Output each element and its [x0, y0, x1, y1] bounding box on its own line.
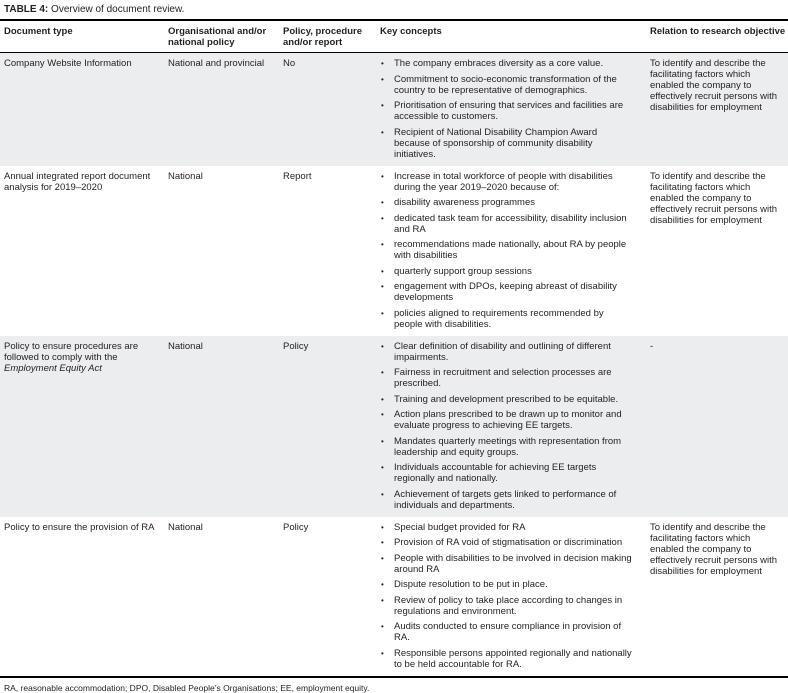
- bullet-icon: •: [381, 368, 384, 377]
- key-concept-text: Review of policy to take place according to changes in regulations and environment.: [394, 594, 623, 617]
- bullet-icon: •: [381, 489, 384, 499]
- key-concept-text: Responsible persons appointed regionally and nationally to be held accountable for RA.: [394, 647, 632, 670]
- org-policy-cell: National: [168, 521, 203, 533]
- key-concept-text: Achievement of targets gets linked to performance of individuals and departments.: [394, 488, 617, 511]
- key-concept-item: [380, 579, 634, 590]
- bullet-icon: •: [381, 341, 384, 351]
- bullet-icon: •: [381, 74, 384, 84]
- org-policy-cell: National: [168, 340, 203, 352]
- relation-cell: To identify and describe the facilitating factors which enabled the company to effectively recruit persons with disabilities for employment: [650, 521, 778, 577]
- key-concept-item: [380, 281, 634, 303]
- bullet-icon: •: [381, 101, 384, 110]
- bullet-icon: •: [381, 198, 384, 207]
- key-concept-text: recommendations made nationally, about RA by people with disabilities: [394, 239, 627, 261]
- bullet-icon: •: [381, 463, 384, 472]
- key-concept-text: Prioritisation of ensuring that services and facilities are accessible to customers.: [394, 100, 624, 122]
- table-row: [0, 166, 788, 336]
- key-concept-text: Provision of RA void of stigmatisation or discrimination: [394, 537, 623, 548]
- document-type-text: Company Website Information: [4, 58, 132, 69]
- org-policy-cell: National: [168, 170, 203, 182]
- key-concepts-cell: [380, 336, 650, 511]
- column-header-relation: Relation to research objective: [650, 26, 786, 37]
- key-concept-item: [380, 553, 634, 575]
- key-concept-item: [380, 621, 634, 643]
- key-concept-item: [380, 595, 634, 617]
- bullet-icon: •: [381, 213, 384, 223]
- column-header-org-policy: Organisational and/or national policy: [168, 26, 267, 48]
- key-concept-item: [380, 409, 634, 431]
- table-header-row: [0, 21, 788, 52]
- policy-type-cell: Report: [283, 170, 312, 182]
- table-row: [0, 517, 788, 676]
- key-concept-item: [380, 522, 634, 533]
- key-concepts-cell: [380, 53, 650, 160]
- bullet-icon: •: [381, 648, 384, 658]
- document-type-cell: [4, 53, 168, 160]
- bullet-icon: •: [381, 308, 384, 318]
- bullet-icon: •: [381, 394, 384, 404]
- document-type-text: Policy to ensure procedures are followed to comply with the: [4, 340, 139, 363]
- bullet-icon: •: [381, 127, 384, 137]
- key-concept-item: [380, 341, 634, 363]
- relation-cell: -: [650, 340, 654, 352]
- key-concept-text: The company embraces diversity as a core value.: [394, 58, 604, 69]
- key-concept-text: Training and development prescribed to be equitable.: [394, 393, 619, 405]
- document-type-cell: [4, 517, 168, 670]
- bullet-icon: •: [381, 282, 384, 291]
- policy-type-cell: Policy: [283, 521, 309, 533]
- bullet-icon: •: [381, 595, 384, 605]
- key-concept-item: [380, 197, 634, 208]
- key-concept-item: [380, 308, 634, 330]
- column-header-key-concepts: Key concepts: [380, 26, 442, 37]
- key-concept-item: [380, 239, 634, 261]
- key-concept-text: Fairness in recruitment and selection processes are prescribed.: [394, 367, 612, 389]
- key-concept-text: disability awareness programmes: [394, 197, 535, 208]
- key-concept-item: [380, 266, 634, 277]
- key-concept-text: engagement with DPOs, keeping abreast of disability developments: [394, 281, 617, 303]
- key-concept-item: [380, 171, 634, 193]
- key-concept-text: Clear definition of disability and outlining of different impairments.: [394, 340, 611, 363]
- key-concept-item: [380, 462, 634, 484]
- key-concept-item: [380, 537, 634, 548]
- policy-type-cell: No: [283, 58, 296, 69]
- key-concept-text: Dispute resolution to be put in place.: [394, 579, 548, 590]
- key-concept-item: [380, 436, 634, 458]
- org-policy-cell: National and provincial: [168, 58, 265, 69]
- key-concept-text: Individuals accountable for achieving EE targets regionally and nationally.: [394, 462, 597, 484]
- table-row: [0, 53, 788, 166]
- document-type-italic: Employment Equity Act: [4, 362, 102, 374]
- bullet-icon: •: [381, 240, 384, 249]
- bullet-icon: •: [381, 538, 384, 547]
- policy-type-cell: Policy: [283, 340, 309, 352]
- key-concept-item: [380, 213, 634, 235]
- key-concept-text: Mandates quarterly meetings with representation from leadership and equity groups.: [394, 435, 622, 458]
- document-type-cell: [4, 166, 168, 330]
- table-title-text: Overview of document review.: [51, 4, 185, 15]
- table-title-label: TABLE 4:: [4, 4, 49, 15]
- key-concept-item: [380, 489, 634, 511]
- bullet-icon: •: [381, 553, 384, 563]
- bullet-icon: •: [381, 266, 384, 276]
- bullet-icon: •: [381, 436, 384, 446]
- key-concept-item: [380, 100, 634, 122]
- key-concept-text: People with disabilities to be involved in decision making around RA: [394, 552, 632, 575]
- document-type-text: Policy to ensure the provision of RA: [4, 521, 155, 533]
- key-concept-text: dedicated task team for accessibility, disability inclusion and RA: [394, 212, 627, 235]
- bullet-icon: •: [381, 522, 384, 532]
- bullet-icon: •: [381, 622, 384, 631]
- column-header-policy-type: Policy, procedure and/or report: [283, 26, 363, 48]
- document-type-text: Annual integrated report document analysis for 2019–2020: [4, 170, 151, 193]
- key-concept-text: Commitment to socio-economic transformation of the country to be representative of demographics.: [394, 73, 617, 96]
- key-concept-text: Increase in total workforce of people with disabilities during the year 2019–2020 because of:: [394, 170, 613, 193]
- bullet-icon: •: [381, 410, 384, 419]
- key-concept-item: [380, 367, 634, 389]
- bullet-icon: •: [381, 59, 384, 68]
- bullet-icon: •: [381, 580, 384, 589]
- key-concept-item: [380, 58, 634, 69]
- key-concept-text: Recipient of National Disability Champion Award because of sponsorship of community disability initiatives.: [394, 126, 598, 160]
- table-footnote: RA, reasonable accommodation; DPO, Disabled People’s Organisations; EE, employment equity.: [4, 682, 370, 693]
- key-concept-text: Special budget provided for RA: [394, 521, 526, 533]
- key-concepts-cell: [380, 517, 650, 670]
- key-concept-item: [380, 127, 634, 160]
- column-header-document-type: Document type: [4, 26, 73, 37]
- table-title: [0, 4, 788, 19]
- table-body: [0, 53, 788, 676]
- key-concept-text: policies aligned to requirements recommended by people with disabilities.: [394, 307, 604, 330]
- relation-cell: To identify and describe the facilitating factors which enabled the company to effectively recruit persons with disabilities for employment: [650, 58, 778, 113]
- key-concepts-cell: [380, 166, 650, 330]
- key-concept-item: [380, 74, 634, 96]
- bullet-icon: •: [381, 171, 384, 181]
- key-concept-item: [380, 648, 634, 670]
- key-concept-text: quarterly support group sessions: [394, 265, 532, 277]
- key-concept-text: Audits conducted to ensure compliance in provision of RA.: [394, 621, 622, 643]
- key-concept-item: [380, 394, 634, 405]
- key-concept-text: Action plans prescribed to be drawn up to monitor and evaluate progress to achieving EE targets.: [394, 409, 622, 431]
- document-type-cell: [4, 336, 168, 511]
- relation-cell: To identify and describe the facilitating factors which enabled the company to effectively recruit persons with disabilities for employment: [650, 170, 778, 226]
- table-row: [0, 336, 788, 517]
